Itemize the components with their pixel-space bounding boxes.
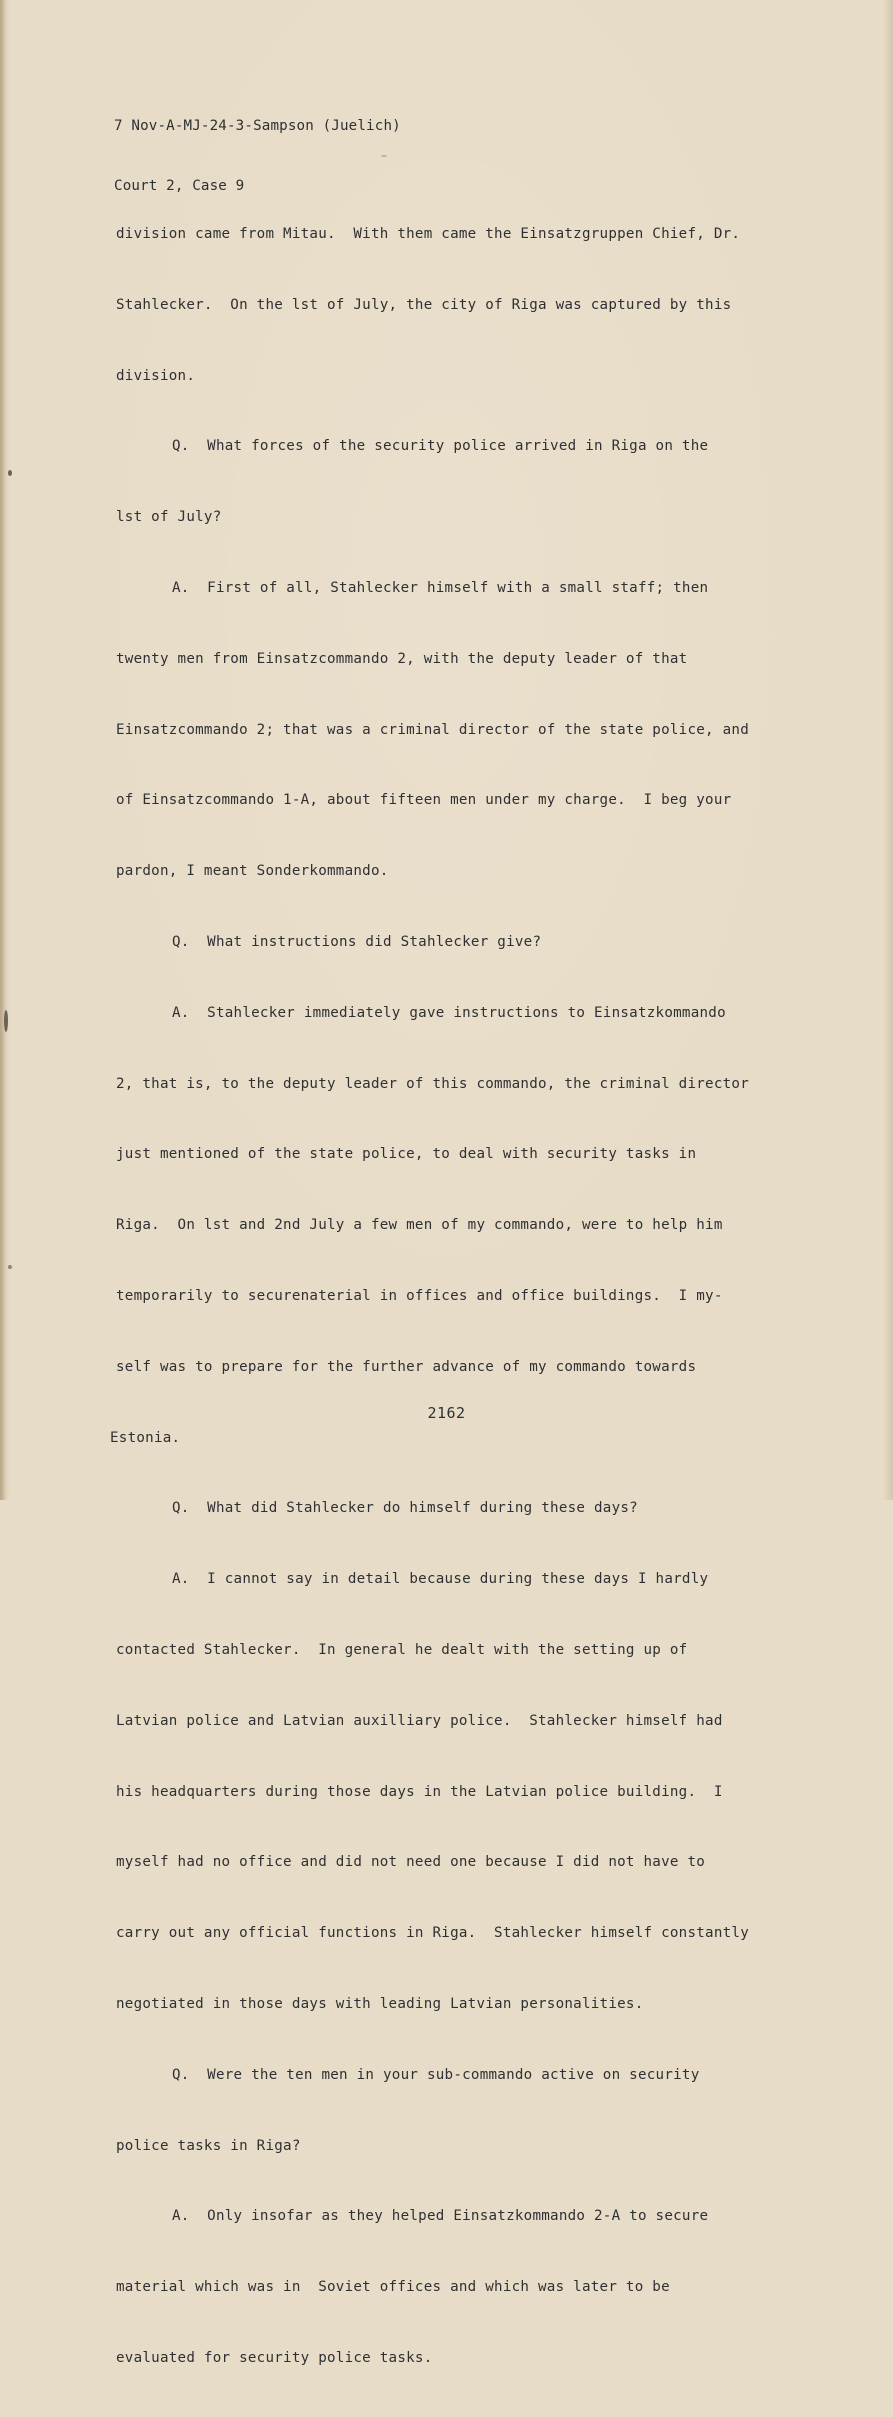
text-line: evaluated for security police tasks. bbox=[116, 2349, 433, 2366]
question-line: Q. What forces of the security police arrived in Riga on the bbox=[172, 438, 709, 455]
answer-line: A. Stahlecker immediately gave instructions to Einsatzkommando bbox=[172, 1004, 726, 1021]
text-line: of Einsatzcommando 1-A, about fifteen men under my charge. I beg your bbox=[116, 792, 732, 809]
answer-line: A. First of all, Stahlecker himself with a small staff; then bbox=[172, 579, 709, 596]
text-line: pardon, I meant Sonderkommando. bbox=[116, 863, 389, 880]
text-line: negotiated in those days with leading Latvian personalities. bbox=[116, 1995, 644, 2012]
text-line: his headquarters during those days in the Latvian police building. I bbox=[116, 1783, 723, 1800]
ink-speck bbox=[8, 470, 12, 476]
transcript-body bbox=[110, 190, 816, 2417]
text-line: division came from Mitau. With them came the Einsatzgruppen Chief, Dr. bbox=[116, 226, 741, 242]
text-line: just mentioned of the state police, to deal with security tasks in bbox=[116, 1146, 697, 1163]
text-line: self was to prepare for the further advance of my commando towards bbox=[116, 1358, 697, 1375]
text-line: police tasks in Riga? bbox=[116, 2137, 301, 2154]
question-line: Q. What did Stahlecker do himself during these days? bbox=[172, 1500, 638, 1517]
text-line: contacted Stahlecker. In general he dealt with the setting up of bbox=[116, 1641, 688, 1658]
header-case-reference: 7 Nov-A-MJ-24-3-Sampson (Juelich) bbox=[114, 118, 401, 134]
ink-speck bbox=[8, 1265, 12, 1269]
paper-edge bbox=[0, 0, 6, 1500]
text-line: division. bbox=[116, 367, 196, 384]
ink-speck bbox=[381, 155, 387, 157]
answer-line: A. Only insofar as they helped Einsatzkommando 2-A to secure bbox=[172, 2208, 709, 2225]
text-line: Stahlecker. On the lst of July, the city of Riga was captured by this bbox=[116, 296, 732, 313]
text-line: temporarily to securenaterial in offices and office buildings. I my- bbox=[116, 1287, 723, 1304]
text-line: material which was in Soviet offices and which was later to be bbox=[116, 2279, 670, 2296]
text-line: carry out any official functions in Riga. Stahlecker himself constantly bbox=[116, 1925, 749, 1942]
answer-line: A. I cannot say in detail because during these days I hardly bbox=[172, 1571, 709, 1588]
text-line: lst of July? bbox=[116, 509, 222, 526]
text-line: Estonia. bbox=[110, 1429, 181, 1446]
text-line: 2, that is, to the deputy leader of this commando, the criminal director bbox=[116, 1075, 749, 1092]
text-line: Latvian police and Latvian auxilliary police. Stahlecker himself had bbox=[116, 1712, 723, 1729]
header-court-case: Court 2, Case 9 bbox=[114, 178, 245, 194]
ink-speck bbox=[4, 1010, 8, 1032]
page-number: 2162 bbox=[427, 1404, 466, 1422]
text-line: Einsatzcommando 2; that was a criminal director of the state police, and bbox=[116, 721, 749, 738]
text-line: twenty men from Einsatzcommando 2, with the deputy leader of that bbox=[116, 650, 688, 667]
text-line: Riga. On lst and 2nd July a few men of my commando, were to help him bbox=[116, 1217, 723, 1234]
text-line: myself had no office and did not need one because I did not have to bbox=[116, 1854, 706, 1871]
question-line: Q. Were the ten men in your sub-commando active on security bbox=[172, 2066, 700, 2083]
question-line: Q. What instructions did Stahlecker give? bbox=[172, 933, 542, 950]
